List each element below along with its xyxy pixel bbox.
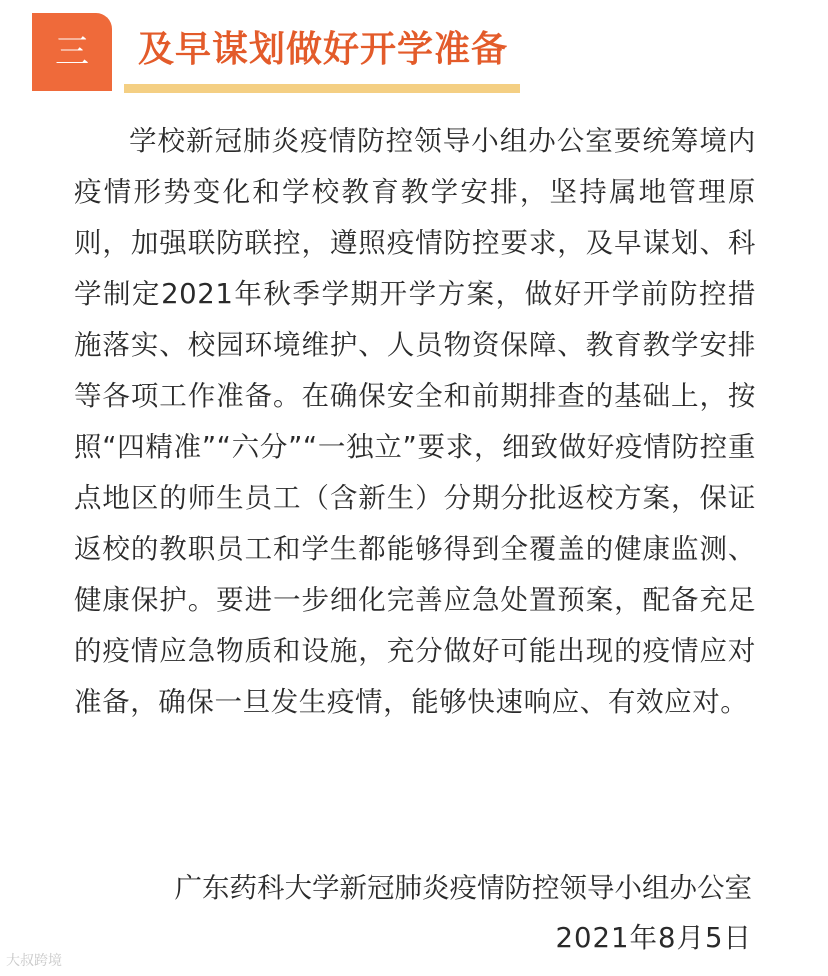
title-underline — [124, 84, 520, 93]
watermark — [6, 950, 62, 970]
body-paragraph: 学校新冠肺炎疫情防控领导小组办公室要统筹境内疫情形势变化和学校教育教学安排，坚持属地管理原则，加强联防联控，遵照疫情防控要求，及早谋划、科学制定2021年秋季学期开学方案，做好开学前防控措施落实、校园环境维护、人员物资保障、教育教学安排等各项工作准备。在确保安全和前期排查的基础上，按照“四精准”“六分”“一独立”要求，细致做好疫情防控重点地区的师生员工（含新生）分期分批返校方案，保证返校的教职员工和学生都能够得到全覆盖的健康监测、健康保护。要进一步细化完善应急处置预案，配备充足的疫情应急物质和设施，充分做好可能出现的疫情应对准备，确保一旦发生疫情，能够快速响应、有效应对。 — [74, 125, 756, 718]
signature-date: 2021年8月5日 — [555, 922, 752, 954]
signature-organization: 广东药科大学新冠肺炎疫情防控领导小组办公室 — [174, 872, 752, 904]
section-number-badge: 三 — [32, 13, 112, 91]
watermark-text: 大叔跨境 — [6, 953, 62, 969]
section-title: 及早谋划做好开学准备 — [138, 29, 509, 70]
